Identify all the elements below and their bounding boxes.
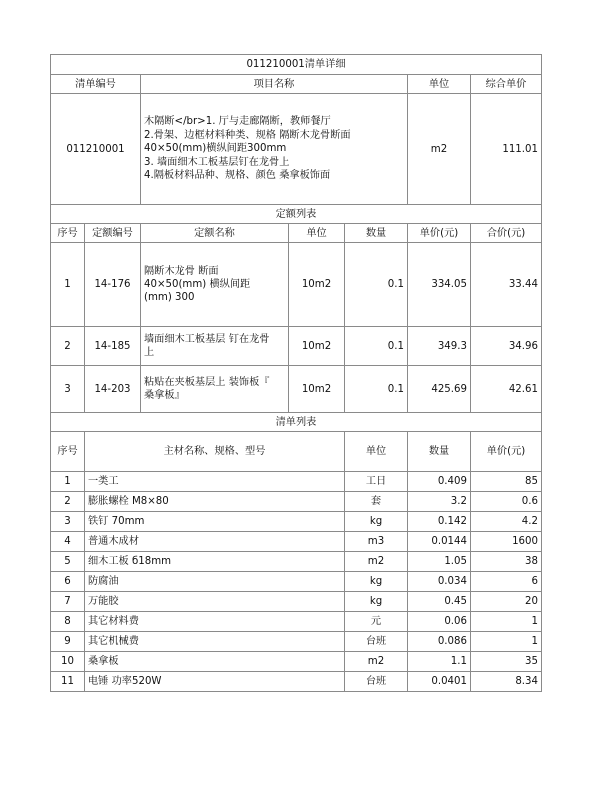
material-name: 万能胶 xyxy=(85,592,345,612)
material-price: 8.34 xyxy=(471,672,542,692)
material-name: 普通木成材 xyxy=(85,532,345,552)
material-qty: 1.1 xyxy=(408,652,471,672)
material-no: 6 xyxy=(51,572,85,592)
quota-header-price: 单价(元) xyxy=(408,224,471,243)
quota-no: 1 xyxy=(51,243,85,327)
material-unit: 套 xyxy=(345,492,408,512)
material-header-price: 单价(元) xyxy=(471,432,542,472)
material-unit: 台班 xyxy=(345,632,408,652)
item-description xyxy=(141,94,408,205)
material-name: 电锤 功率520W xyxy=(85,672,345,692)
material-no: 11 xyxy=(51,672,85,692)
quota-name-line: (mm) 300 xyxy=(144,292,195,303)
material-price: 4.2 xyxy=(471,512,542,532)
description-line: 3. 墙面细木工板基层钉在龙骨上 xyxy=(144,156,290,168)
material-price: 1600 xyxy=(471,532,542,552)
material-name: 铁钉 70mm xyxy=(85,512,345,532)
material-name: 其它材料费 xyxy=(85,612,345,632)
bill-detail-table xyxy=(50,54,542,692)
material-price: 1 xyxy=(471,632,542,652)
table-row xyxy=(51,512,542,532)
table-row xyxy=(51,366,542,413)
table-row xyxy=(51,632,542,652)
quota-total: 34.96 xyxy=(471,327,542,366)
quota-name xyxy=(141,366,289,413)
quota-header-total: 合价(元) xyxy=(471,224,542,243)
material-name: 防腐油 xyxy=(85,572,345,592)
table-row xyxy=(51,532,542,552)
description-line: 2.骨架、边框材料种类、规格 隔断木龙骨断面 xyxy=(144,129,351,141)
table-row xyxy=(51,552,542,572)
quota-name-line: 桑拿板』 xyxy=(144,390,185,401)
material-no: 10 xyxy=(51,652,85,672)
material-header-name: 主材名称、规格、型号 xyxy=(85,432,345,472)
quota-code: 14-176 xyxy=(85,243,141,327)
material-price: 35 xyxy=(471,652,542,672)
table-row xyxy=(51,492,542,512)
header-code: 清单编号 xyxy=(51,75,141,94)
material-qty: 0.142 xyxy=(408,512,471,532)
material-header-no: 序号 xyxy=(51,432,85,472)
material-unit: m2 xyxy=(345,652,408,672)
material-name: 其它机械费 xyxy=(85,632,345,652)
material-qty: 0.45 xyxy=(408,592,471,612)
table-row xyxy=(51,572,542,592)
material-price: 20 xyxy=(471,592,542,612)
quota-no: 3 xyxy=(51,366,85,413)
material-name: 膨胀螺栓 M8×80 xyxy=(85,492,345,512)
quota-name-line: 墙面细木工板基层 钉在龙骨 xyxy=(144,334,270,345)
quota-total: 33.44 xyxy=(471,243,542,327)
material-unit: kg xyxy=(345,572,408,592)
material-section-title: 清单列表 xyxy=(51,413,542,432)
table-title: 011210001清单详细 xyxy=(51,55,542,75)
material-no: 3 xyxy=(51,512,85,532)
material-qty: 0.0401 xyxy=(408,672,471,692)
quota-header-code: 定额编号 xyxy=(85,224,141,243)
material-unit: 台班 xyxy=(345,672,408,692)
material-unit: 元 xyxy=(345,612,408,632)
material-no: 7 xyxy=(51,592,85,612)
material-qty: 0.0144 xyxy=(408,532,471,552)
table-row xyxy=(51,327,542,366)
material-price: 38 xyxy=(471,552,542,572)
material-name: 一类工 xyxy=(85,472,345,492)
material-no: 1 xyxy=(51,472,85,492)
item-unit: m2 xyxy=(408,94,471,205)
material-no: 9 xyxy=(51,632,85,652)
description-line: 木隔断</br>1. 厅与走廊隔断，教师餐厅 xyxy=(144,116,331,128)
material-price: 0.6 xyxy=(471,492,542,512)
table-row xyxy=(51,472,542,492)
quota-code: 14-185 xyxy=(85,327,141,366)
table-row xyxy=(51,592,542,612)
quota-unit: 10m2 xyxy=(289,243,345,327)
header-name: 项目名称 xyxy=(141,75,408,94)
quota-qty: 0.1 xyxy=(345,243,408,327)
quota-header-unit: 单位 xyxy=(289,224,345,243)
table-row xyxy=(51,652,542,672)
material-header-unit: 单位 xyxy=(345,432,408,472)
material-no: 2 xyxy=(51,492,85,512)
quota-header-qty: 数量 xyxy=(345,224,408,243)
quota-header-no: 序号 xyxy=(51,224,85,243)
quota-total: 42.61 xyxy=(471,366,542,413)
material-header-qty: 数量 xyxy=(408,432,471,472)
header-price: 综合单价 xyxy=(471,75,542,94)
item-code: 011210001 xyxy=(51,94,141,205)
material-qty: 1.05 xyxy=(408,552,471,572)
material-unit: 工日 xyxy=(345,472,408,492)
quota-qty: 0.1 xyxy=(345,327,408,366)
material-rows xyxy=(51,472,542,692)
quota-price: 334.05 xyxy=(408,243,471,327)
description-line: 4.隔板材料品种、规格、颜色 桑拿板饰面 xyxy=(144,170,331,182)
material-unit: m3 xyxy=(345,532,408,552)
table-row xyxy=(51,612,542,632)
material-qty: 3.2 xyxy=(408,492,471,512)
quota-code: 14-203 xyxy=(85,366,141,413)
quota-qty: 0.1 xyxy=(345,366,408,413)
item-price: 111.01 xyxy=(471,94,542,205)
description-line: 40×50(mm)横纵间距300mm xyxy=(144,143,287,155)
material-no: 4 xyxy=(51,532,85,552)
quota-section-title: 定额列表 xyxy=(51,205,542,224)
quota-name-line: 粘贴在夹板基层上 装饰板『 xyxy=(144,377,270,388)
quota-unit: 10m2 xyxy=(289,327,345,366)
table-row xyxy=(51,672,542,692)
material-unit: kg xyxy=(345,592,408,612)
material-qty: 0.034 xyxy=(408,572,471,592)
quota-header-name: 定额名称 xyxy=(141,224,289,243)
quota-price: 349.3 xyxy=(408,327,471,366)
material-name: 桑拿板 xyxy=(85,652,345,672)
quota-no: 2 xyxy=(51,327,85,366)
material-price: 1 xyxy=(471,612,542,632)
quota-name-line: 40×50(mm) 横纵间距 xyxy=(144,279,251,290)
material-unit: kg xyxy=(345,512,408,532)
quota-name-line: 上 xyxy=(144,347,155,358)
quota-name-line: 隔断木龙骨 断面 xyxy=(144,266,219,277)
material-unit: m2 xyxy=(345,552,408,572)
material-no: 5 xyxy=(51,552,85,572)
material-qty: 0.06 xyxy=(408,612,471,632)
quota-name xyxy=(141,327,289,366)
material-name: 细木工板 б18mm xyxy=(85,552,345,572)
header-unit: 单位 xyxy=(408,75,471,94)
quota-name xyxy=(141,243,289,327)
table-row xyxy=(51,243,542,327)
material-price: 85 xyxy=(471,472,542,492)
quota-unit: 10m2 xyxy=(289,366,345,413)
material-qty: 0.409 xyxy=(408,472,471,492)
quota-price: 425.69 xyxy=(408,366,471,413)
material-no: 8 xyxy=(51,612,85,632)
material-price: 6 xyxy=(471,572,542,592)
material-qty: 0.086 xyxy=(408,632,471,652)
